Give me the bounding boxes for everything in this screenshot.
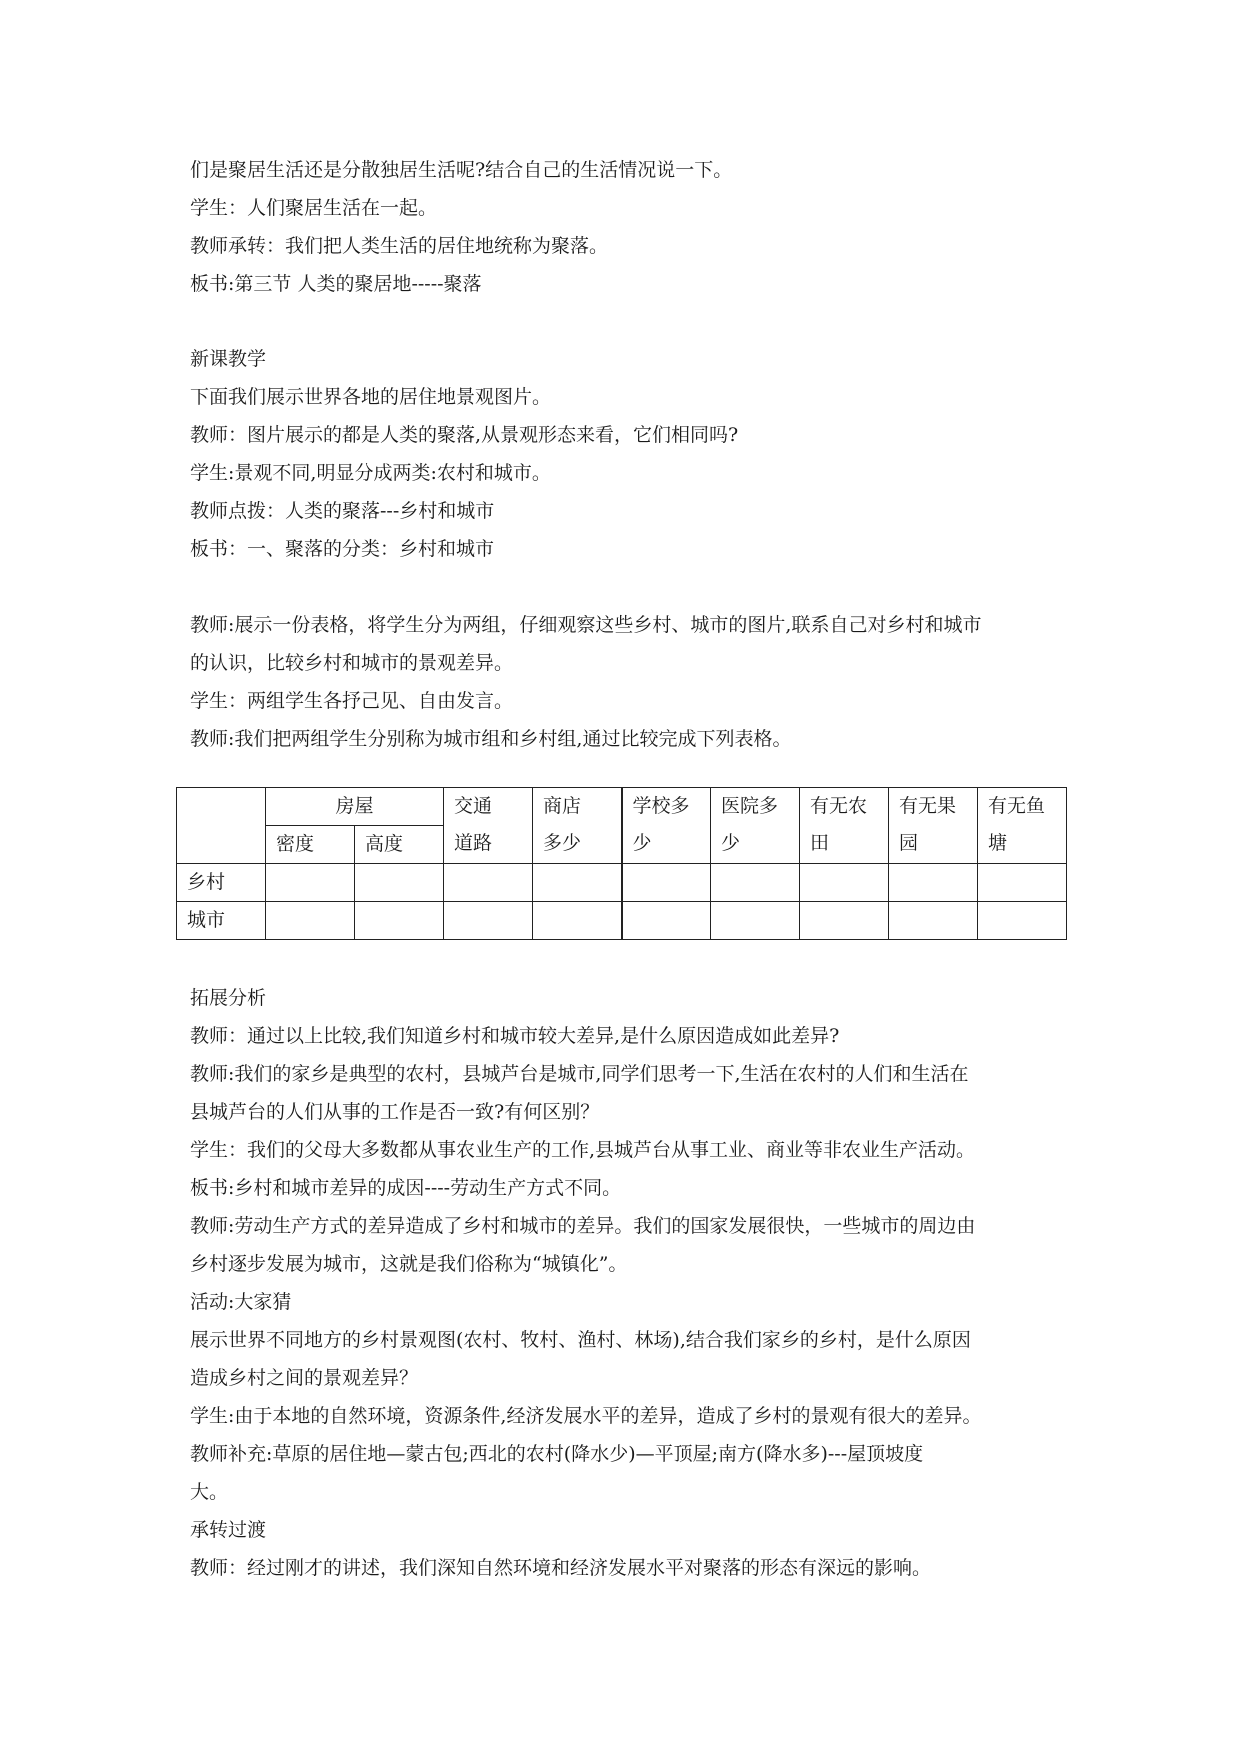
text-line: 县城芦台的人们从事的工作是否一致?有何区别？ bbox=[190, 1101, 600, 1123]
table-cell bbox=[800, 864, 889, 902]
text-line: 学生:景观不同,明显分成两类:农村和城市。 bbox=[190, 462, 551, 484]
text-line: 学生：两组学生各抒己见、自由发言。 bbox=[190, 690, 514, 712]
text-line: 展示世界不同地方的乡村景观图(农村、牧村、渔村、林场),结合我们家乡的乡村，是什么原因 bbox=[190, 1329, 971, 1351]
text-line: 乡村逐步发展为城市，这就是我们俗称为“城镇化”。 bbox=[190, 1253, 628, 1275]
text-line: 教师:劳动生产方式的差异造成了乡村和城市的差异。我们的国家发展很快，一些城市的周边由 bbox=[190, 1215, 976, 1237]
table-header-cell: 学校多 少 bbox=[622, 788, 711, 864]
text-line: 学生：人们聚居生活在一起。 bbox=[190, 197, 438, 219]
table-cell bbox=[533, 864, 622, 902]
text-line: 教师点拨：人类的聚落---乡村和城市 bbox=[190, 500, 495, 522]
table-header-height: 高度 bbox=[355, 826, 444, 864]
table-cell bbox=[978, 902, 1067, 940]
table-cell bbox=[622, 902, 711, 940]
table-cell bbox=[355, 864, 444, 902]
table-cell bbox=[444, 864, 533, 902]
table-header-cell: 有无农 田 bbox=[800, 788, 889, 864]
text-line: 教师：通过以上比较,我们知道乡村和城市较大差异,是什么原因造成如此差异? bbox=[190, 1025, 840, 1047]
section-heading: 新课教学 bbox=[190, 348, 267, 370]
text-line: 活动:大家猜 bbox=[190, 1291, 292, 1313]
table-row bbox=[177, 864, 1067, 902]
table-header-cell: 医院多 少 bbox=[711, 788, 800, 864]
table-corner-cell bbox=[177, 788, 266, 864]
table-row-label: 城市 bbox=[177, 902, 266, 940]
table-cell bbox=[533, 902, 622, 940]
section-heading: 承转过渡 bbox=[190, 1519, 267, 1541]
text-line: 板书:乡村和城市差异的成因----劳动生产方式不同。 bbox=[190, 1177, 622, 1199]
text-line: 下面我们展示世界各地的居住地景观图片。 bbox=[190, 386, 552, 408]
text-line: 大。 bbox=[190, 1481, 229, 1503]
text-line: 学生:由于本地的自然环境，资源条件,经济发展水平的差异，造成了乡村的景观有很大的差异。 bbox=[190, 1405, 982, 1427]
text-line: 造成乡村之间的景观差异？ bbox=[190, 1367, 419, 1389]
table-cell bbox=[266, 902, 355, 940]
text-line: 板书：一、聚落的分类：乡村和城市 bbox=[190, 538, 495, 560]
table-header-cell: 交通 道路 bbox=[444, 788, 533, 864]
text-line: 教师:我们把两组学生分别称为城市组和乡村组,通过比较完成下列表格。 bbox=[190, 728, 792, 750]
text-line: 板书:第三节 人类的聚居地-----聚落 bbox=[190, 273, 482, 295]
section-heading: 拓展分析 bbox=[190, 987, 267, 1009]
table-cell bbox=[355, 902, 444, 940]
table-header-cell: 商店 多少 bbox=[533, 788, 622, 864]
table-header-housing: 房屋 bbox=[266, 788, 444, 826]
text-line: 教师：图片展示的都是人类的聚落,从景观形态来看，它们相同吗? bbox=[190, 424, 739, 446]
table-cell bbox=[978, 864, 1067, 902]
text-line: 教师：经过刚才的讲述，我们深知自然环境和经济发展水平对聚落的形态有深远的影响。 bbox=[190, 1557, 932, 1579]
table-cell bbox=[711, 864, 800, 902]
table-cell bbox=[800, 902, 889, 940]
table-header-cell: 有无鱼 塘 bbox=[978, 788, 1067, 864]
text-line: 们是聚居生活还是分散独居生活呢?结合自己的生活情况说一下。 bbox=[190, 159, 733, 181]
table-cell bbox=[444, 902, 533, 940]
table-header-density: 密度 bbox=[266, 826, 355, 864]
table-cell bbox=[622, 864, 711, 902]
table-cell bbox=[711, 902, 800, 940]
table-cell bbox=[889, 902, 978, 940]
text-line: 的认识，比较乡村和城市的景观差异。 bbox=[190, 652, 514, 674]
table-row bbox=[177, 902, 1067, 940]
table-row-label: 乡村 bbox=[177, 864, 266, 902]
comparison-table bbox=[176, 787, 1067, 940]
text-line: 教师补充:草原的居住地—蒙古包;西北的农村(降水少)—平顶屋;南方(降水多)---屋顶坡度 bbox=[190, 1443, 924, 1465]
table-header-cell: 有无果 园 bbox=[889, 788, 978, 864]
table-cell bbox=[266, 864, 355, 902]
text-line: 教师:我们的家乡是典型的农村，县城芦台是城市,同学们思考一下,生活在农村的人们和生活在 bbox=[190, 1063, 969, 1085]
text-line: 教师:展示一份表格，将学生分为两组，仔细观察这些乡村、城市的图片,联系自己对乡村和城市 bbox=[190, 614, 982, 636]
text-line: 学生：我们的父母大多数都从事农业生产的工作,县城芦台从事工业、商业等非农业生产活动。 bbox=[190, 1139, 976, 1161]
table-cell bbox=[889, 864, 978, 902]
text-line: 教师承转：我们把人类生活的居住地统称为聚落。 bbox=[190, 235, 609, 257]
